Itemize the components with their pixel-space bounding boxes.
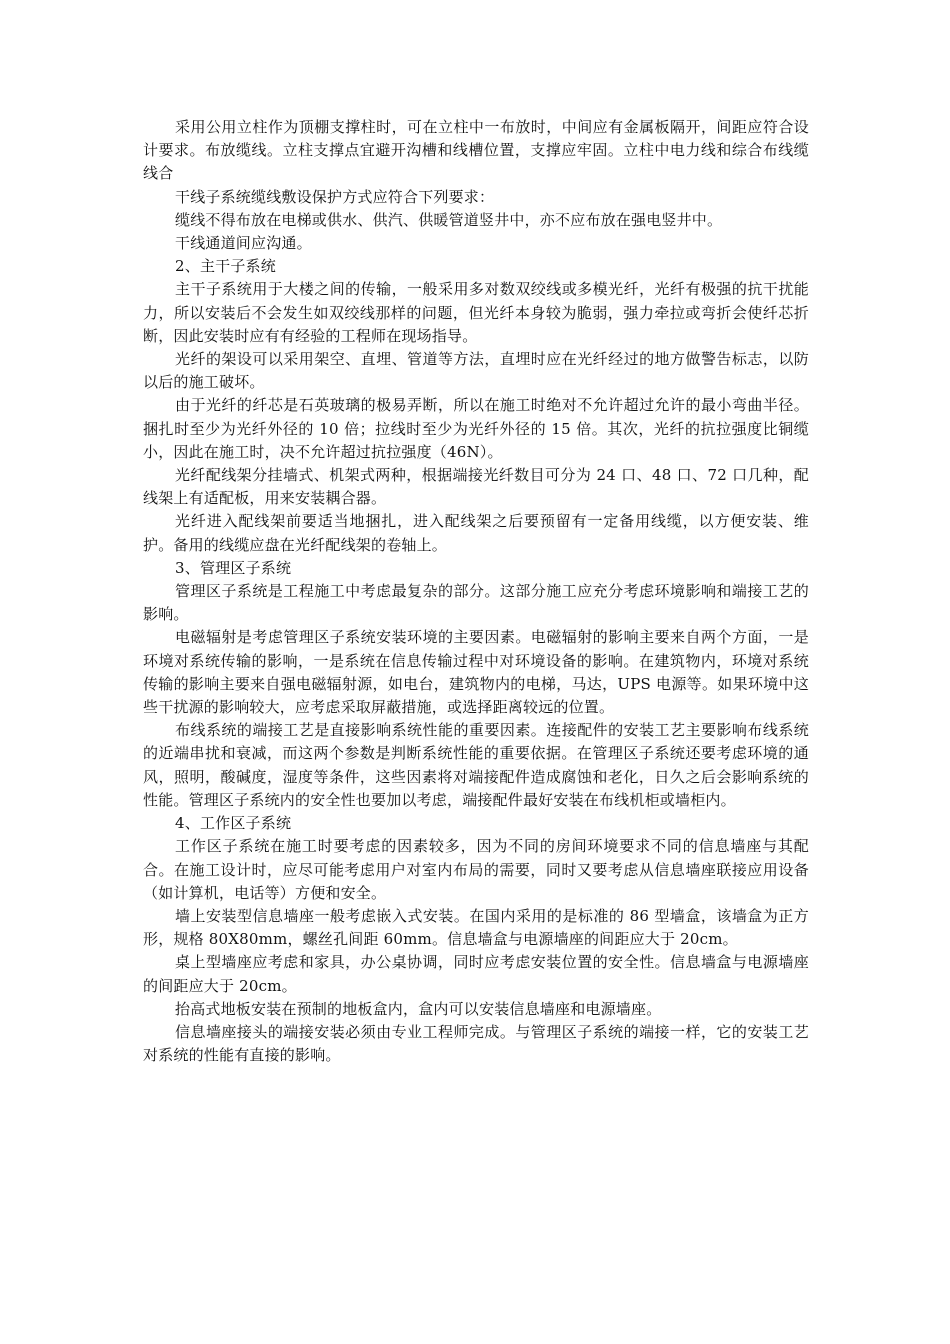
paragraph: 光纤进入配线架前要适当地捆扎，进入配线架之后要预留有一定备用线缆，以方便安装、维护。备用的线缆应盘在光纤配线架的卷轴上。 (143, 512, 809, 554)
paragraph: 墙上安装型信息墙座一般考虑嵌入式安装。在国内采用的是标准的 86 型墙盒，该墙盒为正方形，规格 80X80mm，螺丝孔间距 60mm。信息墙盒与电源墙座的间距应大于 20cm。 (143, 906, 809, 949)
paragraph: 抬高式地板安装在预制的地板盒内，盒内可以安装信息墙座和电源墙座。 (175, 999, 662, 1018)
paragraph: 主干子系统用于大楼之间的传输，一般采用多对数双绞线或多模光纤，光纤有极强的抗干扰能力，所以安装后不会发生如双绞线那样的问题，但光纤本身较为脆弱，强力牵拉或弯折会使纤芯折断，因此安装时应有有经验的工程师在现场指导。 (143, 280, 809, 345)
paragraph: 工作区子系统在施工时要考虑的因素较多，因为不同的房间环境要求不同的信息墙座与其配合。在施工设计时，应尽可能考虑用户对室内布局的需要，同时又要考虑从信息墙座联接应用设备（如计算机，电话等）方便和安全。 (143, 837, 809, 902)
paragraph: 桌上型墙座应考虑和家具，办公桌协调，同时应考虑安装位置的安全性。信息墙盒与电源墙座的间距应大于 20cm。 (143, 953, 809, 995)
paragraph: 布线系统的端接工艺是直接影响系统性能的重要因素。连接配件的安装工艺主要影响布线系统的近端串扰和衰减，而这两个参数是判断系统性能的重要依据。在管理区子系统还要考虑环境的通风，照明，酸碱度，湿度等条件，这些因素将对端接配件造成腐蚀和老化，日久之后会影响系统的性能。管理区子系统内的安全性也要加以考虑，端接配件最好安装在布线机柜或墙柜内。 (143, 721, 809, 809)
paragraph: 光纤配线架分挂墙式、机架式两种，根据端接光纤数目可分为 24 口、48 口、72 口几种，配线架上有适配板，用来安装耦合器。 (143, 466, 809, 508)
section-heading: 4、工作区子系统 (175, 814, 292, 833)
paragraph: 电磁辐射是考虑管理区子系统安装环境的主要因素。电磁辐射的影响主要来自两个方面，一是环境对系统传输的影响，一是系统在信息传输过程中对环境设备的影响。在建筑物内，环境对系统传输的影响主要来自强电磁辐射源，如电台，建筑物内的电梯，马达，UPS 电源等。如果环境中这些干扰源的影响较大，应考虑采取屏蔽措施，或选择距离较远的位置。 (143, 628, 809, 717)
document-body (143, 116, 809, 1067)
section-heading: 2、主干子系统 (175, 257, 276, 276)
paragraph: 采用公用立柱作为顶棚支撑柱时，可在立柱中一布放时，中间应有金属板隔开，间距应符合设计要求。布放缆线。立柱支撑点宜避开沟槽和线槽位置，支撑应牢固。立柱中电力线和综合布线缆线合 (143, 118, 809, 183)
paragraph: 信息墙座接头的端接安装必须由专业工程师完成。与管理区子系统的端接一样，它的安装工艺对系统的性能有直接的影响。 (143, 1022, 809, 1065)
paragraph: 光纤的架设可以采用架空、直埋、管道等方法，直埋时应在光纤经过的地方做警告标志，以防以后的施工破坏。 (143, 350, 809, 392)
paragraph: 由于光纤的纤芯是石英玻璃的极易弄断，所以在施工时绝对不允许超过允许的最小弯曲半径。捆扎时至少为光纤外径的 10 倍；拉线时至少为光纤外径的 15 倍。其次，光纤的抗拉强度比铜缆小，因此在施工时，决不允许超过抗拉强度（46N）。 (143, 396, 809, 461)
section-heading: 3、管理区子系统 (175, 558, 292, 577)
paragraph: 干线子系统缆线敷设保护方式应符合下列要求： (175, 187, 495, 206)
paragraph: 管理区子系统是工程施工中考虑最复杂的部分。这部分施工应充分考虑环境影响和端接工艺的影响。 (143, 582, 809, 624)
paragraph: 干线通道间应沟通。 (175, 234, 312, 253)
paragraph: 缆线不得布放在电梯或供水、供汽、供暖管道竖井中，亦不应布放在强电竖井中。 (175, 210, 723, 229)
